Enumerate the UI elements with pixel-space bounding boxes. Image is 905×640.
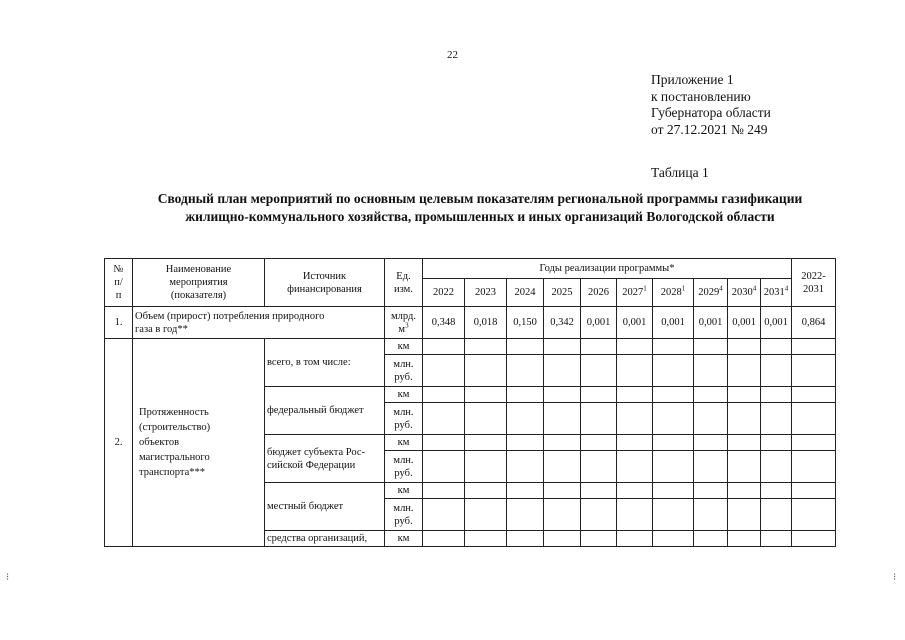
value-cell: 0,001 [728,307,761,339]
source-cell: бюджет субъекта Рос- сийской Федерации [265,435,385,483]
row-name: Протяженность (строительство) объектов магистрального транспорта*** [133,339,265,547]
unit-cell: км [385,483,423,499]
header-years-group: Годы реализации программы* [423,259,792,279]
row-num: 1. [105,307,133,339]
table-row [105,339,836,355]
unit-cell: млн. руб. [385,403,423,435]
appendix-block [651,72,771,138]
source-cell: средства организаций, [265,531,385,547]
header-year: 2026 [581,279,617,307]
header-source: Источник финансирования [265,259,385,307]
value-cell: 0,348 [423,307,465,339]
title-line: жилищно-коммунального хозяйства, промышленных и иных организаций Вологодской области [185,209,775,224]
source-cell: федеральный бюджет [265,387,385,435]
left-edge-mark: ⁝ [6,572,10,583]
header-row [105,259,836,279]
document-title [100,190,860,226]
value-cell: 0,001 [761,307,792,339]
value-cell: 0,001 [694,307,728,339]
unit-cell: млн. руб. [385,355,423,387]
unit-cell: млн. руб. [385,451,423,483]
source-cell: всего, в том числе: [265,339,385,387]
row-unit: млрд. $м^3$ [385,307,423,339]
value-cell: 0,018 [465,307,507,339]
appendix-line: от 27.12.2021 № 249 [651,121,768,137]
header-name: Наименование мероприятия (показателя) [133,259,265,307]
value-cell: 0,150 [507,307,544,339]
table-body [105,259,836,547]
source-cell: местный бюджет [265,483,385,531]
row-num: 2. [105,339,133,547]
page-number: 22 [447,49,458,61]
header-total: 2022- 2031 [792,259,836,307]
value-cell: 0,001 [617,307,653,339]
right-edge-mark: ⁝ [893,572,897,583]
header-year: 2031$^4$ [761,279,792,307]
unit-cell: км [385,531,423,547]
unit-cell: км [385,339,423,355]
appendix-line: Губернатора области [651,105,771,120]
value-cell: 0,001 [653,307,694,339]
unit-cell: км [385,387,423,403]
unit-cell: млн. руб. [385,499,423,531]
header-year: 2025 [544,279,581,307]
appendix-line: Приложение 1 [651,72,734,87]
row-name: Объем (прирост) потребления природного газа в год** [133,307,385,339]
header-unit: Ед. изм. [385,259,423,307]
header-year: 2028$^1$ [653,279,694,307]
header-num: № п/ п [105,259,133,307]
value-cell: 0,342 [544,307,581,339]
title-line: Сводный план мероприятий по основным целевым показателям региональной программы газификации [157,191,803,206]
total-cell: 0,864 [792,307,836,339]
summary-table [104,258,836,547]
table-row [105,307,836,339]
value-cell: 0,001 [581,307,617,339]
header-year: 2030$^4$ [728,279,761,307]
header-year: 2023 [465,279,507,307]
header-year: 2027$^1$ [617,279,653,307]
header-year: 2029$^4$ [694,279,728,307]
header-year: 2022 [423,279,465,307]
table-label: Таблица 1 [651,165,709,180]
unit-cell: км [385,435,423,451]
header-year: 2024 [507,279,544,307]
appendix-line: к постановлению [651,88,751,104]
